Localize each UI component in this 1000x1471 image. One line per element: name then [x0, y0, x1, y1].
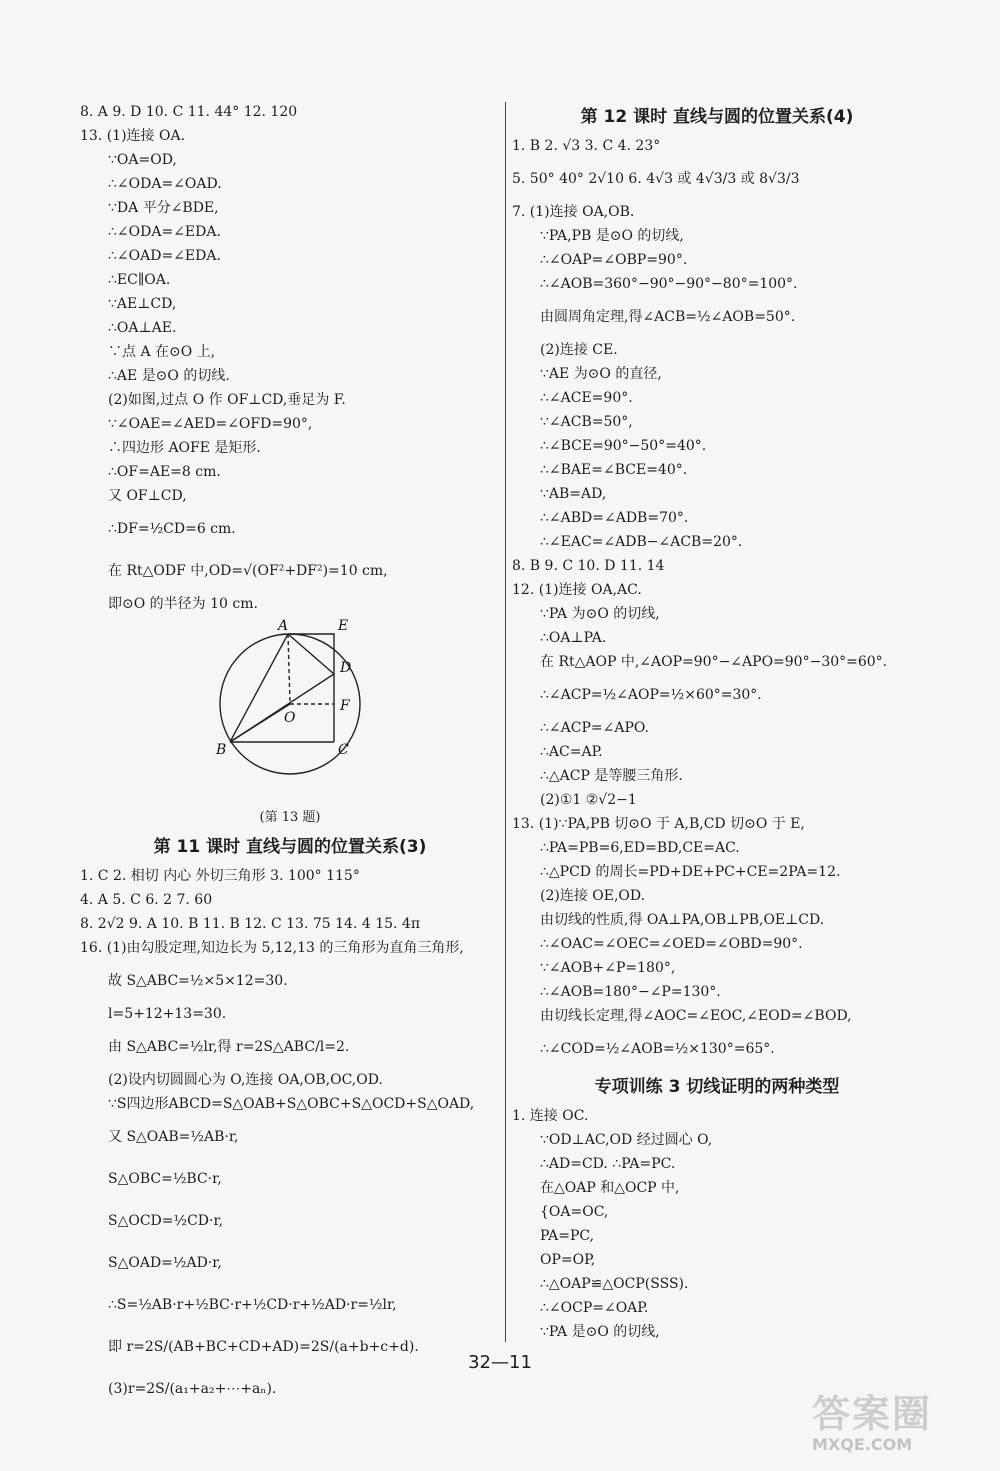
answer-line: 由圆周角定理,得∠ACB=½∠AOB=50°. [540, 309, 796, 325]
answer-line: ∴∠AOB=360°−90°−90°−80°=100°. [540, 276, 798, 292]
answer-line: ∴∠ACE=90°. [540, 390, 633, 406]
answer-line: 13. (1)连接 OA. [80, 128, 186, 144]
answer-line: ∴∠ODA=∠OAD. [108, 176, 222, 192]
answer-line: 1. C 2. 相切 内心 外切三角形 3. 100° 115° [80, 868, 360, 884]
answer-line: (3)r=2S/(a₁+a₂+⋯+aₙ). [108, 1381, 277, 1397]
segment-bo [230, 704, 290, 742]
answer-line: 又 S△OAB=½AB·r, [108, 1129, 239, 1145]
answer-line: (2)设内切圆圆心为 O,连接 OA,OB,OC,OD. [108, 1072, 383, 1088]
answer-line: ∴∠OCP=∠OAP. [540, 1300, 649, 1316]
answer-line: ∴∠OAD=∠EDA. [108, 248, 221, 264]
answer-line: PA=PC, [540, 1228, 595, 1244]
answer-line: ∴∠ACP=½∠AOP=½×60°=30°. [540, 687, 762, 703]
answer-line: 13. (1)∵PA,PB 切⊙O 于 A,B,CD 切⊙O 于 E, [512, 816, 805, 832]
answer-line: (2)如图,过点 O 作 OF⊥CD,垂足为 F. [108, 392, 346, 408]
answer-line: ∴AE 是⊙O 的切线. [108, 368, 230, 384]
column-divider [505, 102, 506, 1342]
watermark-text: 答案圈 [812, 1392, 933, 1436]
answer-line: ∴△OAP≌△OCP(SSS). [540, 1276, 689, 1292]
answer-line: ∵∠AOB+∠P=180°, [540, 960, 676, 976]
answer-line: ∴∠BAE=∠BCE=40°. [540, 462, 688, 478]
answer-line: 8. 2√2 9. A 10. B 11. B 12. C 13. 75 14. 4 15. 4π [80, 916, 421, 932]
answer-line: 即 r=2S/(AB+BC+CD+AD)=2S/(a+b+c+d). [108, 1339, 419, 1355]
answer-line: {OA=OC, [540, 1204, 609, 1220]
answer-line: 5. 50° 40° 2√10 6. 4√3 或 4√3/3 或 8√3/3 [512, 171, 800, 187]
answer-line: 由切线长定理,得∠AOC=∠EOC,∠EOD=∠BOD, [540, 1008, 852, 1024]
answer-line: ∵PA 是⊙O 的切线, [540, 1324, 660, 1340]
right-column [512, 100, 922, 1344]
answer-line: 即⊙O 的半径为 10 cm. [108, 596, 258, 612]
segment-ao [288, 634, 290, 704]
label-c: C [338, 742, 349, 758]
answer-line: (2)连接 OE,OD. [540, 888, 646, 904]
answer-line: ∴OF=AE=8 cm. [108, 464, 221, 480]
label-e: E [338, 618, 349, 634]
label-d: D [340, 660, 352, 676]
answer-line: ∵PA 为⊙O 的切线, [540, 606, 660, 622]
answer-line: 16. (1)由勾股定理,知边长为 5,12,13 的三角形为直角三角形, [80, 940, 464, 956]
answer-line: 12. (1)连接 OA,AC. [512, 582, 642, 598]
answer-line: ∵OA=OD, [108, 152, 177, 168]
answer-line: ∴∠ACP=∠APO. [540, 720, 649, 736]
answer-line: 8. A 9. D 10. C 11. 44° 12. 120 [80, 104, 298, 120]
watermark-logo [812, 1392, 982, 1460]
answer-line: 4. A 5. C 6. 2 7. 60 [80, 892, 213, 908]
answer-line: S△OCD=½CD·r, [108, 1213, 224, 1229]
answer-line: ∴S=½AB·r+½BC·r+½CD·r+½AD·r=½lr, [108, 1297, 397, 1313]
answer-line: ∴∠COD=½∠AOB=½×130°=65°. [540, 1041, 775, 1057]
figure-caption: (第 13 题) [259, 810, 321, 825]
watermark-url: MXQE.COM [812, 1435, 913, 1454]
answer-line: 1. 连接 OC. [512, 1108, 589, 1124]
answer-line: S△OAD=½AD·r, [108, 1255, 222, 1271]
segment-ab [230, 634, 288, 742]
answer-line: ∴AC=AP. [540, 744, 603, 760]
answer-line: OP=OP, [540, 1252, 596, 1268]
answer-line: ∵DA 平分∠BDE, [108, 200, 219, 216]
answer-line: ∵PA,PB 是⊙O 的切线, [540, 228, 684, 244]
section-heading: 第 12 课时 直线与圆的位置关系(4) [580, 107, 854, 127]
answer-line: ∵∠OAE=∠AED=∠OFD=90°, [108, 416, 313, 432]
geometry-figure [80, 616, 500, 806]
answer-line: ∴∠AOB=180°−∠P=130°. [540, 984, 721, 1000]
label-o: O [284, 710, 296, 726]
answer-line: ∵点 A 在⊙O 上, [108, 344, 216, 360]
label-f: F [340, 698, 350, 714]
answer-line: ∵AE 为⊙O 的直径, [540, 366, 662, 382]
answer-line: ∴∠OAC=∠OEC=∠OED=∠OBD=90°. [540, 936, 803, 952]
answer-line: ∵OD⊥AC,OD 经过圆心 O, [540, 1132, 713, 1148]
answer-line: ∴∠ODA=∠EDA. [108, 224, 221, 240]
answer-line: ∴△PCD 的周长=PD+DE+PC+CE=2PA=12. [540, 864, 841, 880]
answer-line: ∴∠EAC=∠ADB−∠ACB=20°. [540, 534, 743, 550]
answer-line: ∴EC∥OA. [108, 272, 171, 288]
left-column [80, 100, 500, 1410]
page-number: 32—11 [468, 1352, 532, 1373]
answer-line: 1. B 2. √3 3. C 4. 23° [512, 138, 661, 154]
label-a: A [278, 618, 289, 634]
answer-line: 故 S△ABC=½×5×12=30. [108, 973, 288, 989]
segment-ad [288, 634, 334, 674]
answer-line: 在 Rt△AOP 中,∠AOP=90°−∠APO=90°−30°=60°. [540, 654, 888, 670]
answer-line: l=5+12+13=30. [108, 1006, 227, 1022]
answer-line: 由 S△ABC=½lr,得 r=2S△ABC/l=2. [108, 1039, 350, 1055]
answer-line: 在 Rt△ODF 中,OD=√(OF²+DF²)=10 cm, [108, 563, 388, 579]
answer-line: 8. B 9. C 10. D 11. 14 [512, 558, 665, 574]
answer-line: ∴四边形 AOFE 是矩形. [108, 440, 261, 456]
circle-diagram [80, 616, 500, 806]
answer-line: ∴∠BCE=90°−50°=40°. [540, 438, 707, 454]
answer-line: ∴∠ABD=∠ADB=70°. [540, 510, 689, 526]
answer-line: ∴△ACP 是等腰三角形. [540, 768, 683, 784]
section-heading: 第 11 课时 直线与圆的位置关系(3) [153, 837, 427, 857]
answer-line: ∵S四边形ABCD=S△OAB+S△OBC+S△OCD+S△OAD, [108, 1096, 475, 1112]
section-heading: 专项训练 3 切线证明的两种类型 [594, 1077, 840, 1097]
answer-line: (2)①1 ②√2−1 [540, 792, 637, 808]
answer-line: ∵∠ACB=50°, [540, 414, 633, 430]
answer-line: 7. (1)连接 OA,OB. [512, 204, 635, 220]
answer-line: ∴∠OAP=∠OBP=90°. [540, 252, 688, 268]
answer-line: ∴DF=½CD=6 cm. [108, 521, 236, 537]
answer-line: ∴PA=PB=6,ED=BD,CE=AC. [540, 840, 740, 856]
answer-line: 由切线的性质,得 OA⊥PA,OB⊥PB,OE⊥CD. [540, 912, 825, 928]
answer-line: ∴OA⊥AE. [108, 320, 177, 336]
answer-line: 在△OAP 和△OCP 中, [540, 1180, 680, 1196]
answer-line: ∴AD=CD. ∴PA=PC. [540, 1156, 676, 1172]
answer-line: (2)连接 CE. [540, 342, 618, 358]
answer-line: ∵AB=AD, [540, 486, 607, 502]
label-b: B [216, 742, 227, 758]
answer-line: 又 OF⊥CD, [108, 488, 187, 504]
answer-line: S△OBC=½BC·r, [108, 1171, 222, 1187]
answer-line: ∵AE⊥CD, [108, 296, 177, 312]
answer-line: ∴OA⊥PA. [540, 630, 607, 646]
